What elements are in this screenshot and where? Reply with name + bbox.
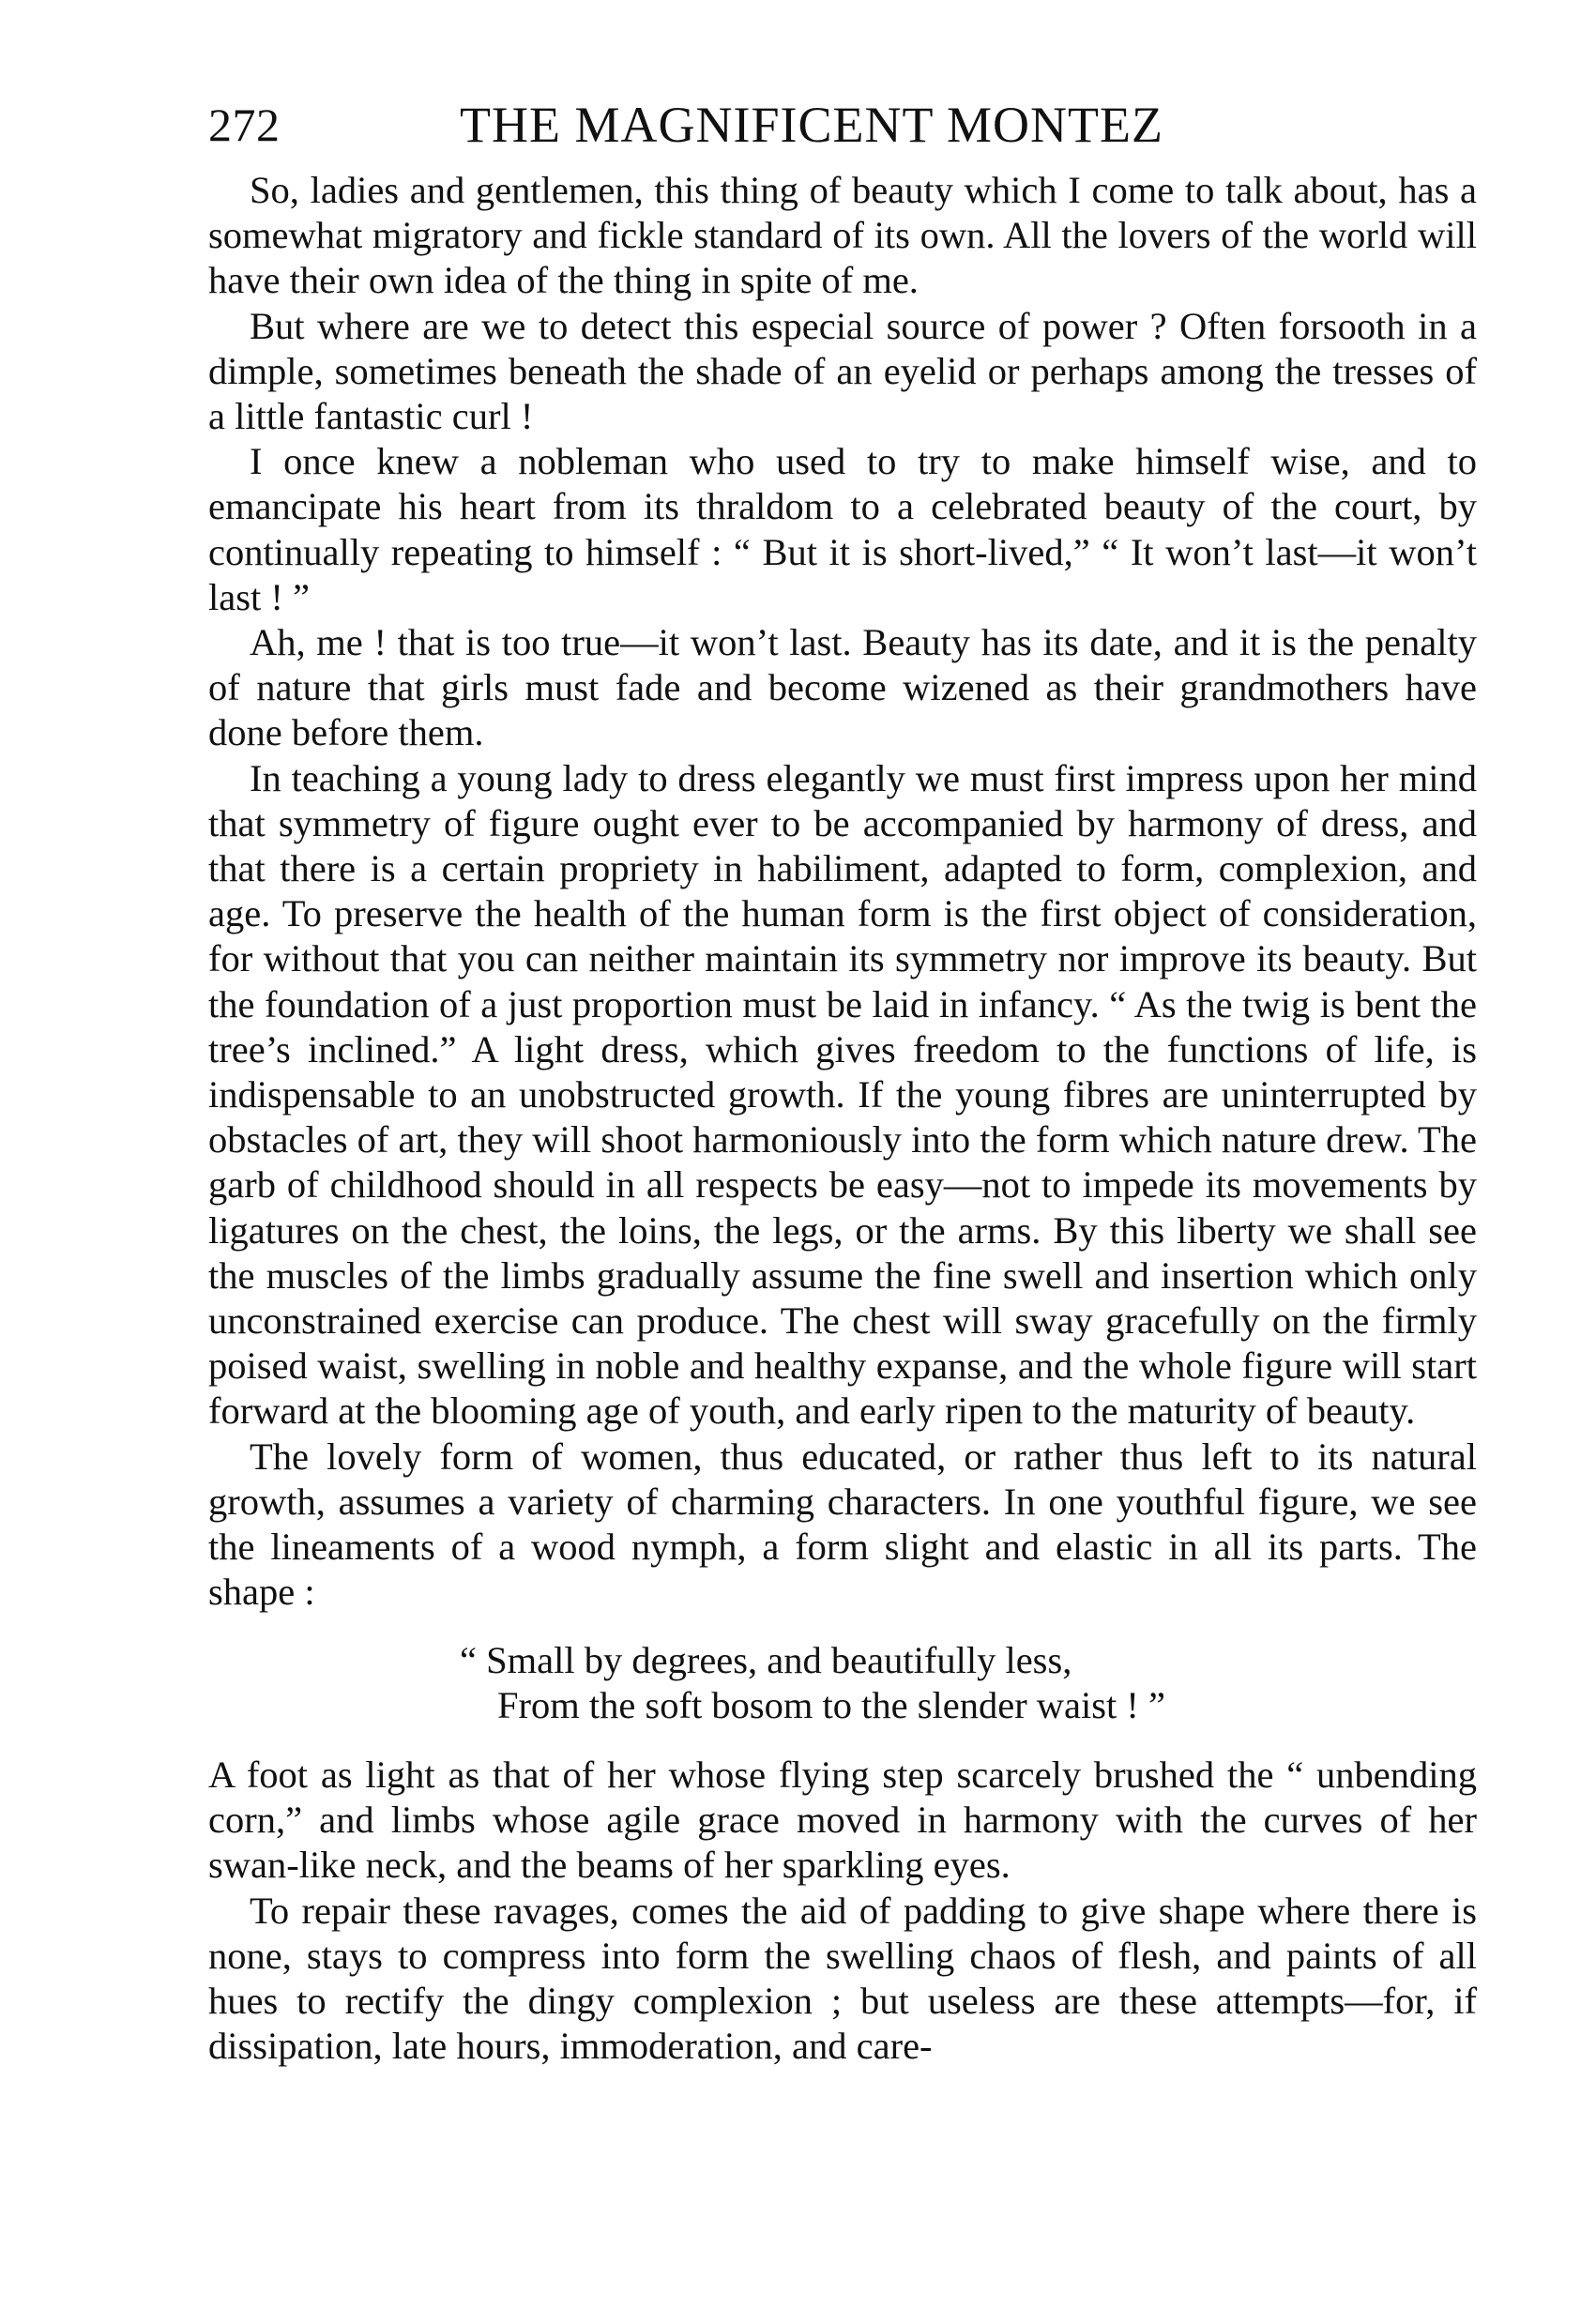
book-page [208,89,1477,2069]
body-text [208,168,1477,2069]
running-title: THE MAGNIFICENT MONTEZ [460,97,1163,153]
page-number: 272 [208,99,281,151]
verse-line: “ Small by degrees, and beautifully less, [460,1638,1072,1681]
paragraph-nobleman: I once knew a nobleman who used to try to make himself wise, and to emancipate his heart from its thraldom to a celebrated beauty of the court, by continually repeating to himself : “ But it is short-lived,” “ It won’t last—it won’t last ! ” [208,440,1477,618]
running-head [208,89,1477,160]
paragraph-beauty-standard: So, ladies and gentlemen, this thing of beauty which I come to talk about, has a somewhat migratory and fickle standard of its own. All the lovers of the world will have their own idea of the thing in spite of me. [208,169,1477,302]
paragraph-lovely-form: The lovely form of women, thus educated, or rather thus left to its natural growth, assumes a variety of charming characters. In one youthful figure, we see the lineaments of a wood nymph, a form slight and elastic in all its parts. The shape : [208,1435,1477,1614]
verse-line: From the soft bosom to the slender waist ! ” [497,1683,1166,1726]
verse-quotation [208,1638,1477,1728]
paragraph-foot-light: A foot as light as that of her whose flying step scarcely brushed the “ unbending corn,” and limbs whose agile grace moved in harmony with the curves of her swan-like neck, and the beams of her sparkling eyes. [208,1753,1477,1887]
paragraph-repair-ravages: To repair these ravages, comes the aid of padding to give shape where there is none, stays to compress into form the swelling chaos of flesh, and paints of all hues to rectify the dingy complexion ; but useless are these attempts—for, if dissipation, late hours, immoderation, and care- [208,1889,1477,2068]
paragraph-beauty-date: Ah, me ! that is too true—it won’t last. Beauty has its date, and it is the penalty of nature that girls must fade and become wizened as their grandmothers have done before them. [208,621,1477,754]
paragraph-source-of-power: But where are we to detect this especial source of power ? Often forsooth in a dimple, sometimes beneath the shade of an eyelid or perhaps among the tresses of a little fantastic curl ! [208,304,1477,438]
paragraph-dress-elegantly: In teaching a young lady to dress elegantly we must first impress upon her mind that symmetry of figure ought ever to be accompanied by harmony of dress, and that there is a certain propriety in habiliment, adapted to form, complexion, and age. To preserve the health of the human form is the first object of consideration, for without that you can neither maintain its symmetry nor improve its beauty. But the foundation of a just proportion must be laid in infancy. “ As the twig is bent the tree’s inclined.” A light dress, which gives freedom to the functions of life, is indispensable to an unobstructed growth. If the young fibres are uninterrupted by obstacles of art, they will shoot harmoniously into the form which nature drew. The garb of childhood should in all respects be easy—not to impede its movements by ligatures on the chest, the loins, the legs, or the arms. By this liberty we shall see the muscles of the limbs gradually assume the fine swell and insertion which only unconstrained exercise can produce. The chest will sway gracefully on the firmly poised waist, swelling in noble and healthy expanse, and the whole figure will start forward at the blooming age of youth, and early ripen to the maturity of beauty. [208,756,1477,1433]
